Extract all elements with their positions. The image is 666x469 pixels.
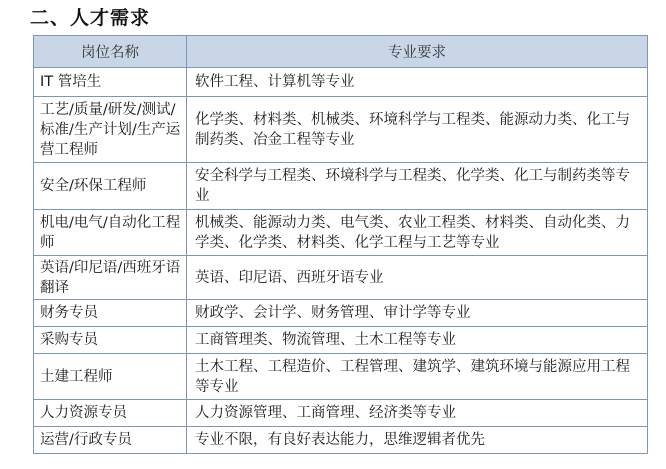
requirement-cell: 工商管理类、物流管理、土木工程等专业 — [187, 327, 648, 354]
requirement-cell: 化学类、材料类、机械类、环境科学与工程类、能源动力类、化工与制药类、冶金工程等专业 — [187, 97, 648, 163]
table-row — [34, 68, 648, 97]
table-row — [34, 400, 648, 427]
table-row — [34, 354, 648, 400]
header-position: 岗位名称 — [34, 36, 187, 68]
header-requirement: 专业要求 — [187, 36, 648, 68]
requirement-cell: 人力资源管理、工商管理、经济类等专业 — [187, 400, 648, 427]
table-row — [34, 427, 648, 454]
position-cell: 采购专员 — [34, 327, 187, 354]
position-cell: 财务专员 — [34, 300, 187, 327]
position-cell: IT 管培生 — [34, 68, 187, 97]
position-cell: 人力资源专员 — [34, 400, 187, 427]
table-header-row — [34, 36, 648, 68]
table-row — [34, 163, 648, 210]
position-cell: 运营/行政专员 — [34, 427, 187, 454]
position-cell: 安全/环保工程师 — [34, 163, 187, 210]
requirement-cell: 专业不限，有良好表达能力，思维逻辑者优先 — [187, 427, 648, 454]
talent-requirements-table — [33, 35, 648, 454]
requirement-cell: 软件工程、计算机等专业 — [187, 68, 648, 97]
position-cell: 英语/印尼语/西班牙语翻译 — [34, 256, 187, 300]
requirement-cell: 英语、印尼语、西班牙语专业 — [187, 256, 648, 300]
table-row — [34, 300, 648, 327]
requirement-cell: 安全科学与工程类、环境科学与工程类、化学类、化工与制药类等专业 — [187, 163, 648, 210]
table-row — [34, 327, 648, 354]
table-row — [34, 210, 648, 256]
requirement-cell: 财政学、会计学、财务管理、审计学等专业 — [187, 300, 648, 327]
position-cell: 土建工程师 — [34, 354, 187, 400]
table-row — [34, 256, 648, 300]
position-cell: 机电/电气/自动化工程师 — [34, 210, 187, 256]
position-cell: 工艺/质量/研发/测试/标准/生产计划/生产运营工程师 — [34, 97, 187, 163]
section-title: 二、人才需求 — [30, 7, 151, 29]
table-row — [34, 97, 648, 163]
requirement-cell: 土木工程、工程造价、工程管理、建筑学、建筑环境与能源应用工程等专业 — [187, 354, 648, 400]
requirement-cell: 机械类、能源动力类、电气类、农业工程类、材料类、自动化类、力学类、化学类、材料类、化学工程与工艺等专业 — [187, 210, 648, 256]
